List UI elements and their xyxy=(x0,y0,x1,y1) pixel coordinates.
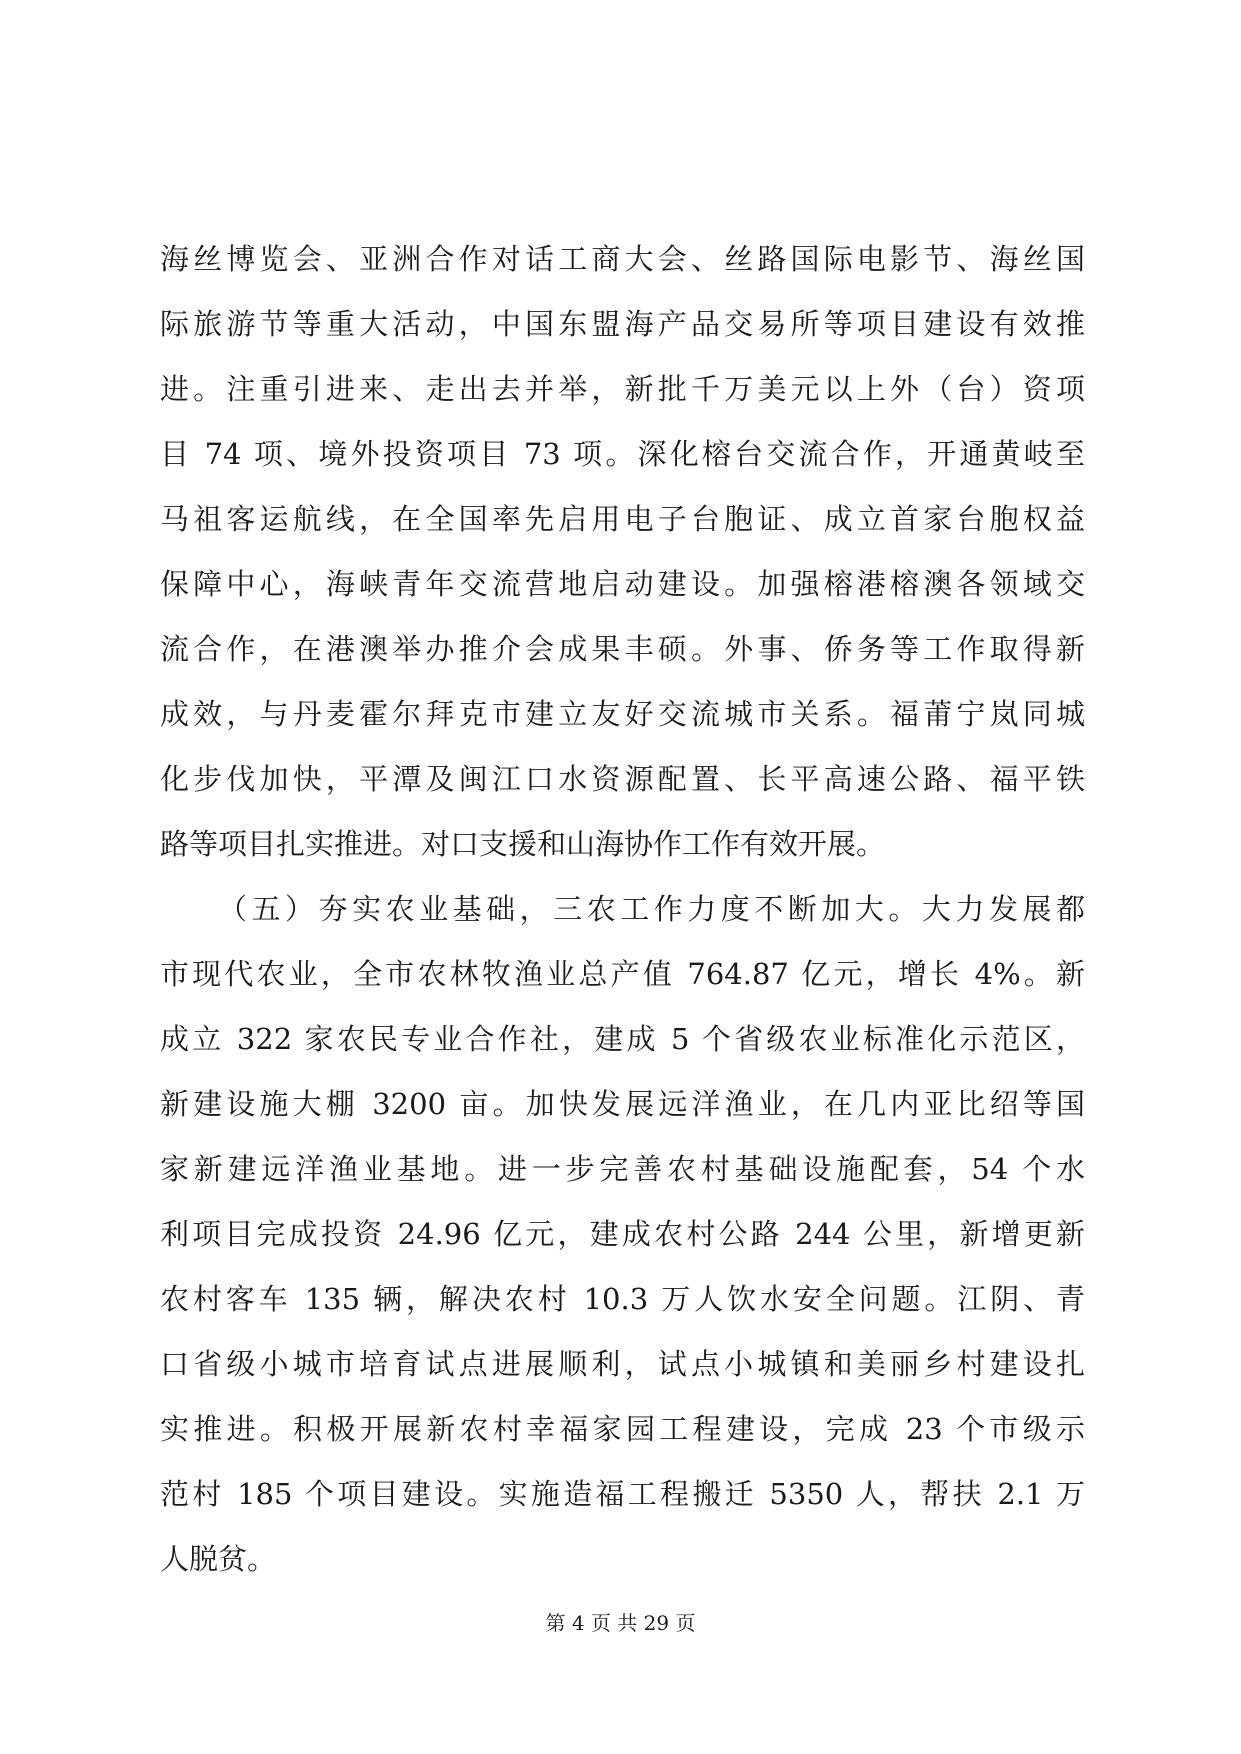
text-line: 人脱贫。 xyxy=(160,1542,277,1576)
text-line: 农村客车 135 辆，解决农村 10.3 万人饮水安全问题。江阴、青 xyxy=(160,1282,1085,1316)
text-line: 目 74 项、境外投资项目 73 项。深化榕台交流合作，开通黄岐至 xyxy=(160,437,1085,471)
text-line: 化步伐加快，平潭及闽江口水资源配置、长平高速公路、福平铁 xyxy=(160,762,1085,796)
text-line: 际旅游节等重大活动，中国东盟海产品交易所等项目建设有效推 xyxy=(160,307,1085,341)
text-line: 范村 185 个项目建设。实施造福工程搬迁 5350 人，帮扶 2.1 万 xyxy=(160,1477,1085,1511)
text-line: 海丝博览会、亚洲合作对话工商大会、丝路国际电影节、海丝国 xyxy=(160,242,1085,276)
text-line: 市现代农业，全市农林牧渔业总产值 764.87 亿元，增长 4%。新 xyxy=(160,957,1085,991)
text-line: 利项目完成投资 24.96 亿元，建成农村公路 244 公里，新增更新 xyxy=(160,1217,1085,1251)
section-heading-line: （五）夯实农业基础，三农工作力度不断加大。大力发展都 xyxy=(218,892,1085,926)
text-line: 路等项目扎实推进。对口支援和山海协作工作有效开展。 xyxy=(160,827,886,861)
text-line: 保障中心，海峡青年交流营地启动建设。加强榕港榕澳各领域交 xyxy=(160,567,1085,601)
page-footer: 第 4 页 共 29 页 xyxy=(545,1611,696,1635)
text-line: 家新建远洋渔业基地。进一步完善农村基础设施配套，54 个水 xyxy=(160,1152,1085,1186)
text-line: 新建设施大棚 3200 亩。加快发展远洋渔业，在几内亚比绍等国 xyxy=(160,1087,1085,1121)
text-line: 口省级小城市培育试点进展顺利，试点小城镇和美丽乡村建设扎 xyxy=(160,1347,1085,1381)
text-line: 实推进。积极开展新农村幸福家园工程建设，完成 23 个市级示 xyxy=(160,1412,1085,1446)
text-line: 成立 322 家农民专业合作社，建成 5 个省级农业标准化示范区， xyxy=(160,1022,1085,1056)
text-line: 进。注重引进来、走出去并举，新批千万美元以上外（台）资项 xyxy=(160,372,1085,406)
text-line: 马祖客运航线，在全国率先启用电子台胞证、成立首家台胞权益 xyxy=(160,502,1085,536)
text-line: 流合作，在港澳举办推介会成果丰硕。外事、侨务等工作取得新 xyxy=(160,632,1085,666)
text-line: 成效，与丹麦霍尔拜克市建立友好交流城市关系。福莆宁岚同城 xyxy=(160,697,1085,731)
body-text xyxy=(160,227,1085,1592)
